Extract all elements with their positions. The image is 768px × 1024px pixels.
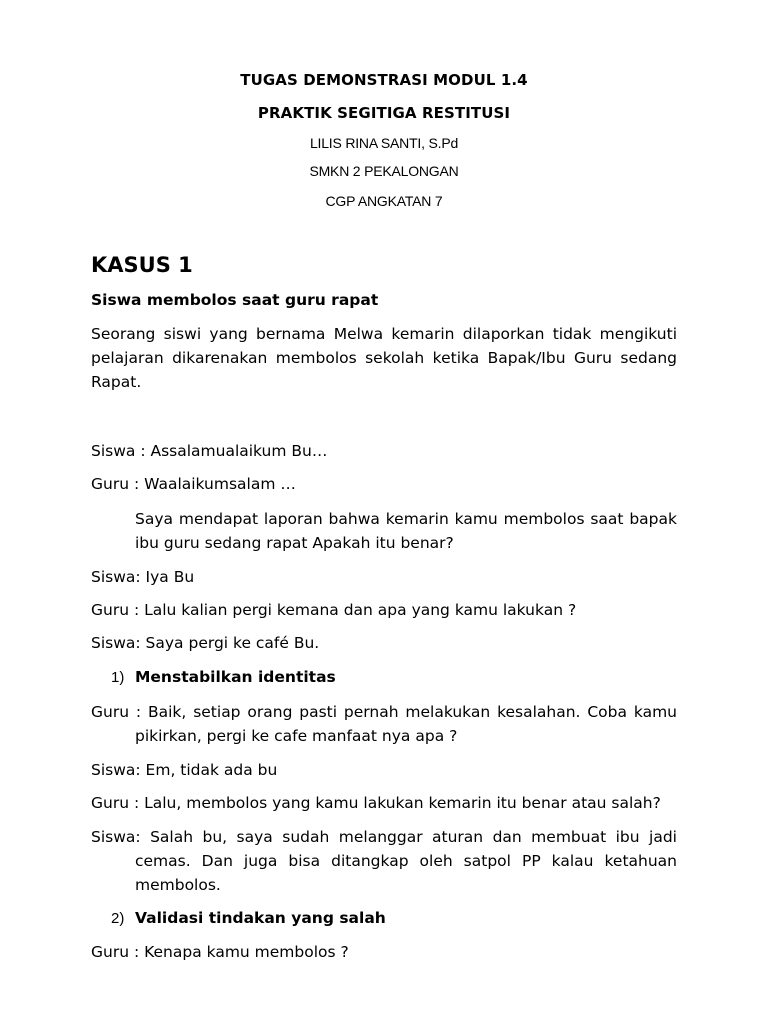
dialogue-line: Siswa: Em, tidak ada bu [91, 761, 278, 779]
section-title: Menstabilkan identitas [135, 668, 336, 686]
section-heading-stabilize-identity [111, 665, 336, 690]
dialogue-line: Guru : Lalu, membolos yang kamu lakukan kemarin itu benar atau salah? [91, 794, 661, 812]
case-subheading: Siswa membolos saat guru rapat [91, 291, 379, 309]
document-title: TUGAS DEMONSTRASI MODUL 1.4 [240, 71, 528, 89]
cohort-label: CGP ANGKATAN 7 [325, 193, 443, 209]
dialogue-line: Guru : Lalu kalian pergi kemana dan apa yang kamu lakukan ? [91, 601, 577, 619]
case-description: Seorang siswi yang bernama Melwa kemarin dilaporkan tidak mengikuti pelajaran dikarenakan membolos sekolah ketika Bapak/Ibu Guru sedang Rapat. [91, 325, 677, 391]
dialogue-line: Siswa: Salah bu, saya sudah melanggar aturan dan membuat ibu jadi cemas. Dan juga bisa ditangkap oleh satpol PP kalau ketahuan membolos. [91, 828, 677, 894]
section-heading-validate-wrong-action [111, 906, 386, 931]
section-number: 1) [111, 669, 125, 686]
dialogue-line: Guru : Kenapa kamu membolos ? [91, 943, 349, 961]
dialogue-line: Guru : Baik, setiap orang pasti pernah melakukan kesalahan. Coba kamu pikirkan, pergi ke cafe manfaat nya apa ? [91, 703, 677, 745]
author-name: LILIS RINA SANTI, S.Pd [309, 135, 459, 151]
dialogue-line: Guru : Waalaikumsalam … [91, 475, 296, 493]
document-subtitle: PRAKTIK SEGITIGA RESTITUSI [257, 104, 511, 122]
section-title: Validasi tindakan yang salah [135, 909, 386, 927]
dialogue-line: Saya mendapat laporan bahwa kemarin kamu membolos saat bapak ibu guru sedang rapat Apakah itu benar? [135, 510, 677, 552]
dialogue-line: Siswa: Saya pergi ke café Bu. [91, 634, 320, 652]
school-name: SMKN 2 PEKALONGAN [309, 163, 459, 179]
section-number: 2) [111, 910, 125, 927]
dialogue-line: Siswa : Assalamualaikum Bu… [91, 442, 328, 460]
case-heading: KASUS 1 [91, 253, 193, 277]
dialogue-line: Siswa: Iya Bu [91, 568, 195, 586]
